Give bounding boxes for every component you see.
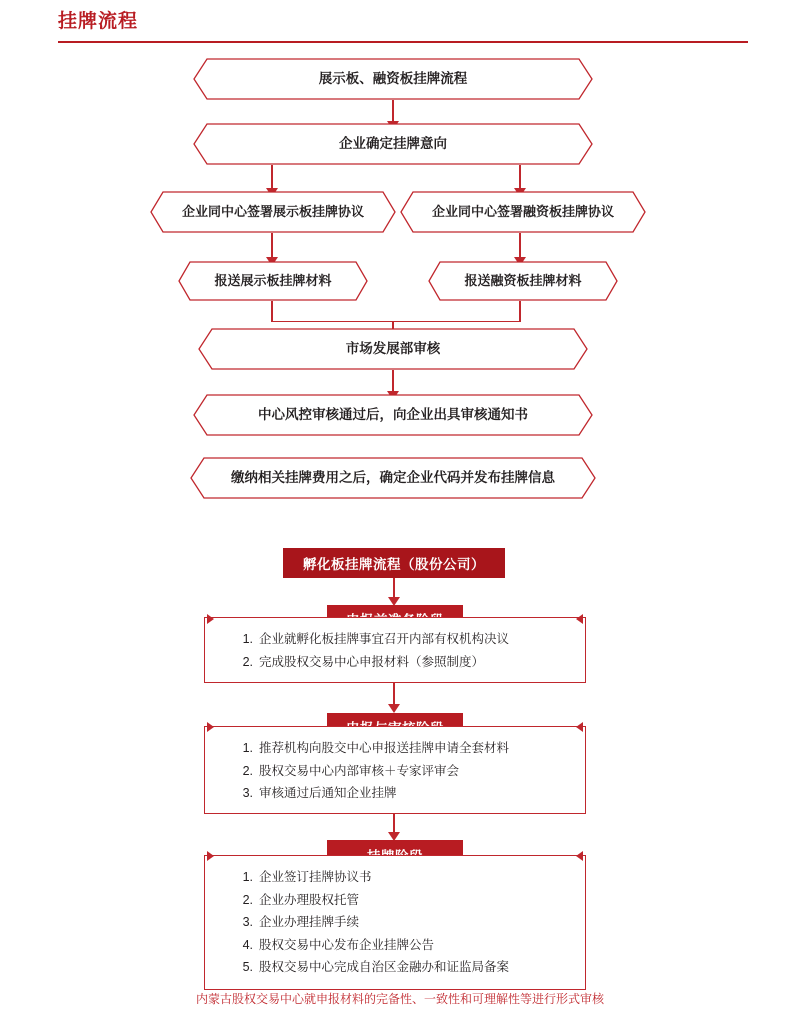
- incubation-flow-title: 孵化板挂牌流程（股份公司）: [283, 548, 505, 578]
- stage-3-right-arrow-icon: [576, 851, 583, 861]
- list-item: 企业办理挂牌手续: [259, 915, 360, 929]
- stage-3-list: [205, 856, 585, 989]
- list-item: 完成股权交易中心申报材料（参照制度）: [259, 654, 485, 669]
- flow-node-2-label: 企业确定挂牌意向: [339, 135, 447, 151]
- stage-2-left-arrow-icon: [207, 722, 214, 732]
- stage-1-right-arrow-icon: [576, 614, 583, 624]
- list-item: 股权交易中心发布企业挂牌公告: [259, 937, 435, 952]
- page-title: 挂牌流程: [58, 11, 139, 32]
- flow-node-2: [193, 123, 593, 165]
- title-divider: [58, 41, 748, 43]
- list-item: 企业就孵化板挂牌事宜召开内部有权机构决议: [259, 632, 510, 646]
- list-item: 股权交易中心内部审核＋专家评审会: [259, 763, 460, 778]
- list-item: 股权交易中心完成自治区金融办和证监局备案: [259, 960, 510, 974]
- flow-node-4: [400, 191, 646, 233]
- list-item: 审核通过后通知企业挂牌: [259, 786, 397, 800]
- flow-node-4-label: 企业同中心签署融资板挂牌协议: [431, 203, 614, 219]
- stage-1-panel: [204, 617, 586, 683]
- flow-node-3: [150, 191, 396, 233]
- flow-node-7: [198, 328, 588, 370]
- stage-1-left-arrow-icon: [207, 614, 214, 624]
- flow-node-5: [178, 261, 368, 301]
- flow-node-7-label: 市场发展部审核: [345, 340, 441, 356]
- flow-node-5-label: 报送展示板挂牌材料: [214, 272, 332, 288]
- flow-node-9: [190, 457, 596, 499]
- list-item: 推荐机构向股交中心申报送挂牌申请全套材料: [259, 741, 510, 755]
- flow-node-6-label: 报送融资板挂牌材料: [464, 272, 582, 288]
- flow-node-3-label: 企业同中心签署展示板挂牌协议: [181, 203, 364, 219]
- page-header: [58, 6, 748, 43]
- flow-node-8-label: 中心风控审核通过后，向企业出具审核通知书: [258, 406, 528, 422]
- stage-2-panel: [204, 726, 586, 814]
- stage-3-panel: [204, 855, 586, 990]
- list-item: 企业办理股权托管: [259, 892, 360, 907]
- stage-1-list: [205, 618, 585, 683]
- flow-node-9-label: 缴纳相关挂牌费用之后，确定企业代码并发布挂牌信息: [231, 469, 555, 485]
- stage-3-left-arrow-icon: [207, 851, 214, 861]
- flow-node-8: [193, 394, 593, 436]
- stage-2-list: [205, 727, 585, 815]
- flow-node-1: [193, 58, 593, 100]
- footnote: 内蒙古股权交易中心就申报材料的完备性、一致性和可理解性等进行形式审核: [195, 992, 604, 1006]
- flow-node-6: [428, 261, 618, 301]
- stage-2-right-arrow-icon: [576, 722, 583, 732]
- list-item: 企业签订挂牌协议书: [259, 870, 372, 884]
- flow-node-1-label: 展示板、融资板挂牌流程: [318, 70, 468, 86]
